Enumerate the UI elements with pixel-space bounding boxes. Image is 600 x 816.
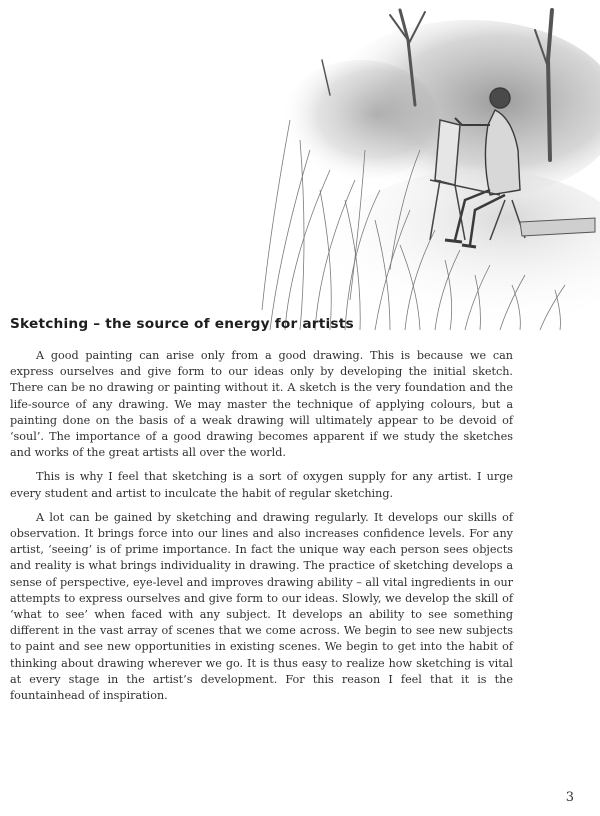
paragraph-3: A lot can be gained by sketching and drawing regularly. It develops our skills of observation. It brings force into our lines and also increases confidence levels. For any artist, ‘seeing’ is of prime importance. In fact the unique way each person sees objects and reality is what brings individuality in drawing. The practice of sketching develops a sense of perspective, eye-level and improves drawing ability – all vital ingredients in our attempts to express ourselves and give form to our ideas. Slowly, we develop the skill of ‘what to see’ when faced with any subject. It develops an ability to see something different in the vast array of scenes that we come across. We begin to see new subjects to paint and see new opportunities in existing scenes. We begin to get into the habit of thinking about drawing wherever we go. It is thus easy to realize how sketching is vital at every stage in the artist’s development. For this reason I feel that it is the fountainhead of inspiration. <box>10 510 513 703</box>
pencil-sketch-illustration <box>250 0 600 330</box>
ground-shading <box>330 170 600 330</box>
paragraph-1: A good painting can arise only from a good drawing. This is because we can express ourselves and give form to our ideas only by developing the initial sketch. There can be no drawing or painting without it. A sketch is the very foundation and the life-source of any drawing. We may master the technique of applying colours, but a painting done on the basis of a weak drawing will ultimately appear to be devoid of ‘soul’. The importance of a good drawing becomes apparent if we study the sketches and works of the great artists all over the world. <box>10 349 513 460</box>
page-number: 3 <box>565 790 574 805</box>
paragraph-2: This is why I feel that sketching is a sort of oxygen supply for any artist. I urge every student and artist to inculcate the habit of regular sketching. <box>10 470 513 500</box>
body-text <box>10 348 513 712</box>
section-heading: Sketching – the source of energy for artists <box>10 316 354 332</box>
foliage-shading-left <box>280 60 440 180</box>
